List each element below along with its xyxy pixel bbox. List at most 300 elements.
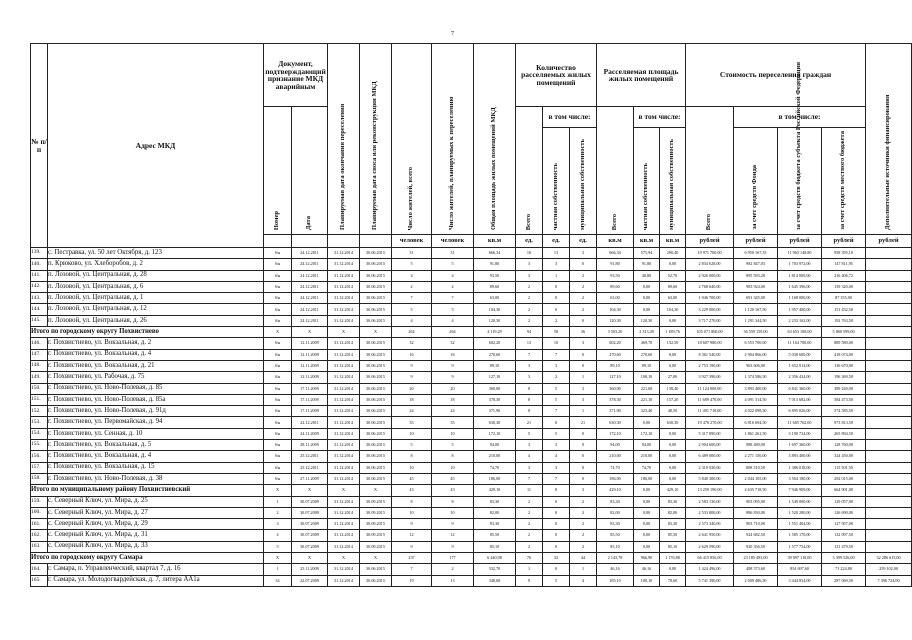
cell-c: 5 — [516, 428, 543, 439]
cell-ap: 94,00 — [634, 440, 660, 451]
cell-area: 186,00 — [474, 473, 516, 484]
table-row — [31, 473, 912, 484]
cell-sr: 3 893 400,00 — [778, 451, 822, 462]
cell-sd — [866, 428, 912, 439]
cell-s: 5 840 300,00 — [686, 473, 734, 484]
cell-doc: б/н — [264, 406, 292, 417]
cell-sd — [866, 248, 912, 259]
cell-s: 2 768 640,00 — [686, 281, 734, 292]
cell-date: X — [292, 485, 328, 496]
cell-cm: 36 — [570, 327, 597, 338]
cell-date: X — [292, 327, 328, 338]
cell-c: 2 — [516, 496, 543, 507]
cost-group-header: Стоимость переселения граждан — [686, 44, 866, 107]
cell-sd — [866, 406, 912, 417]
cell-plan: 4 — [432, 315, 474, 326]
cell-demo: 30.06.2015 — [360, 575, 392, 586]
cell-ap: 270,60 — [634, 349, 660, 360]
cell-date: 12.11.2009 — [292, 360, 328, 371]
cell-sr: 1 551 404,00 — [778, 519, 822, 530]
col-additional-header: Дополнительные источники финансирования — [866, 44, 912, 235]
cell-date: 12.11.2009 — [292, 372, 328, 383]
table-row — [31, 248, 912, 259]
cell-sf: 4 022 098,50 — [734, 406, 778, 417]
cell-s: 5 741 390,00 — [686, 575, 734, 586]
cell-res: 19 — [392, 575, 432, 586]
cell-a: 360,00 — [597, 383, 634, 394]
cell-res: 7 — [392, 293, 432, 304]
unit-cell: человек — [392, 235, 432, 248]
col-planned-demolition-header: Планируемая дата сноса или реконструкции МКД — [360, 44, 392, 235]
cell-c: 21 — [516, 417, 543, 428]
cell-sl: 574 585,50 — [822, 406, 866, 417]
cell-doc: б/н — [264, 293, 292, 304]
cell-a: 83,30 — [597, 496, 634, 507]
cell-end: 31.12.2014 — [328, 564, 360, 575]
cell-sf: 6 553 700,00 — [734, 338, 778, 349]
cell-ap: 966,90 — [634, 553, 660, 564]
cell-c: 13 — [516, 338, 543, 349]
cell-s: 2 310 030,00 — [686, 462, 734, 473]
cell-s: 19 971 700,00 — [686, 248, 734, 259]
cell-ap: 0,00 — [634, 519, 660, 530]
cell-date: 17.11.2009 — [292, 394, 328, 405]
cell-area: 378,30 — [474, 394, 516, 405]
cell-sf: 886 830,00 — [734, 507, 778, 518]
cell-plan: 32 — [432, 338, 474, 349]
cell-area: 120,30 — [474, 315, 516, 326]
cell-c: 3 — [516, 270, 543, 281]
cell-cp: 3 — [543, 360, 570, 371]
cell-cm: 0 — [570, 473, 597, 484]
cell-sl: 139 320,00 — [822, 281, 866, 292]
cell-area: 332,70 — [474, 564, 516, 575]
cell-cp: 7 — [543, 473, 570, 484]
cell-end: 31.12.2014 — [328, 349, 360, 360]
cell-area: 666,34 — [474, 248, 516, 259]
cell-sd — [866, 327, 912, 338]
cell-res: 2 — [392, 281, 432, 292]
cell-c: 2 — [516, 304, 543, 315]
cell-s: 1 424 496,00 — [686, 564, 734, 575]
cell-end: 31.12.2014 — [328, 338, 360, 349]
cell-sl: 132 097,50 — [822, 530, 866, 541]
table-row — [31, 519, 912, 530]
table-row — [31, 496, 912, 507]
cell-sr: 1 520 280,00 — [778, 507, 822, 518]
cell-cm: 0 — [570, 451, 597, 462]
cell-plan: 10 — [432, 507, 474, 518]
cell-demo: 30.09.2015 — [360, 519, 392, 530]
cell-area: 104,30 — [474, 304, 516, 315]
row-number: 151. — [31, 394, 48, 405]
cell-end: X — [328, 553, 360, 564]
cell-am: 0,00 — [660, 349, 686, 360]
resettlement-table — [30, 43, 912, 587]
cell-am: 0,00 — [660, 315, 686, 326]
cell-cm: 1 — [570, 372, 597, 383]
cell-cp: 3 — [543, 259, 570, 270]
cell-plan: 20 — [432, 383, 474, 394]
col-num-header: № п/п — [31, 44, 48, 248]
cell-end: X — [328, 327, 360, 338]
cell-area: 4 119,29 — [474, 327, 516, 338]
table-row — [31, 451, 912, 462]
cell-sl: 136 670,00 — [822, 360, 866, 371]
cell-am: 85,50 — [660, 530, 686, 541]
cell-am: 89,60 — [660, 281, 686, 292]
cell-sd — [866, 417, 912, 428]
row-address: г. Похвистнево, ул. Ново-Полевая, д. 85 — [48, 383, 264, 394]
cell-doc: 4 — [264, 530, 292, 541]
cell-cm: 0 — [570, 259, 597, 270]
cell-demo: 30.09.2015 — [360, 530, 392, 541]
cell-sl: 3 399 526,00 — [822, 553, 866, 564]
cell-doc: б/н — [264, 372, 292, 383]
cell-sr: 11 164 700,00 — [778, 338, 822, 349]
cell-c: 3 — [516, 462, 543, 473]
cell-doc: б/н — [264, 428, 292, 439]
cell-sf: 36 559 159,00 — [734, 327, 778, 338]
cell-cm: 0 — [570, 428, 597, 439]
cell-res: 35 — [392, 417, 432, 428]
table-row — [31, 338, 912, 349]
cell-area: 82,00 — [474, 507, 516, 518]
cell-demo: 30.06.2015 — [360, 304, 392, 315]
cell-sd — [866, 451, 912, 462]
cell-cm: 3 — [570, 338, 597, 349]
cell-cp: 0 — [543, 417, 570, 428]
cell-ap: 91,80 — [634, 259, 660, 270]
table-row — [31, 462, 912, 473]
cell-sf: 23 185 493,00 — [734, 553, 778, 564]
cell-a: 93,50 — [597, 270, 634, 281]
area-group-header: Расселяемая площадь жилых помещений — [597, 44, 686, 107]
cell-sr: 39 997 110,00 — [778, 553, 822, 564]
cell-sf: 963 606,00 — [734, 360, 778, 371]
cell-a: 172,10 — [597, 428, 634, 439]
cell-cm: 0 — [570, 349, 597, 360]
cell-sr: 1 549 000,00 — [778, 496, 822, 507]
cell-end: 31.12.2014 — [328, 541, 360, 552]
cell-date: 30.07.2009 — [292, 519, 328, 530]
count-incl-header: в том числе: — [543, 107, 597, 128]
cell-ap: 120,30 — [634, 315, 660, 326]
row-address: с. Пестравка, ул. 50 лет Октября, д. 123 — [48, 248, 264, 259]
cell-doc: 1 — [264, 564, 292, 575]
cell-doc: б/н — [264, 462, 292, 473]
cell-date: 30.07.2009 — [292, 530, 328, 541]
cell-sr: 7 013 682,00 — [778, 394, 822, 405]
row-address: г. Похвистнево, ул. Вокзальная, д. 4 — [48, 451, 264, 462]
cell-end: 31.12.2014 — [328, 281, 360, 292]
cell-doc: 1 — [264, 496, 292, 507]
cell-am: 1 176,88 — [660, 553, 686, 564]
cell-am: 85,10 — [660, 541, 686, 552]
cell-cp: 1 — [543, 270, 570, 281]
table-row — [31, 383, 912, 394]
cell-a: 602,20 — [597, 338, 634, 349]
cell-area: 6 440,98 — [474, 553, 516, 564]
cell-am: 290,40 — [660, 248, 686, 259]
cell-plan: 5 — [432, 259, 474, 270]
col-planned-resettlement-header: Планируемая дата окончания переселения — [328, 44, 360, 235]
cell-am: 0,00 — [660, 259, 686, 270]
cell-ap: 0,00 — [634, 507, 660, 518]
table-row — [31, 315, 912, 326]
cell-cp: 3 — [543, 440, 570, 451]
cell-sd — [866, 440, 912, 451]
cell-sd — [866, 507, 912, 518]
cell-area: 602,20 — [474, 338, 516, 349]
cell-cm: 0 — [570, 440, 597, 451]
cell-s: 105 071 860,00 — [686, 327, 734, 338]
cell-sr: 1 814 000,00 — [778, 270, 822, 281]
cell-sd — [866, 541, 912, 552]
cell-c: 9 — [516, 575, 543, 586]
cell-s: 3 927 390,00 — [686, 372, 734, 383]
row-address: с. Северный Ключ, ул. Мира, д. 27 — [48, 507, 264, 518]
cell-area: 74,70 — [474, 462, 516, 473]
cell-sr: 2 233 162,00 — [778, 315, 822, 326]
cell-c: 76 — [516, 553, 543, 564]
cell-cp: 0 — [543, 530, 570, 541]
cell-sr: 7 946 909,00 — [778, 485, 822, 496]
cell-cm: 2 — [570, 507, 597, 518]
cell-doc: б/н — [264, 259, 292, 270]
cell-area: 210,00 — [474, 451, 516, 462]
table-row — [31, 575, 912, 586]
cell-a: 85,50 — [597, 530, 634, 541]
cell-res: 10 — [392, 428, 432, 439]
cell-cp: 0 — [543, 564, 570, 575]
cell-sf: 3 893 400,00 — [734, 383, 778, 394]
cell-ap: 210,00 — [634, 451, 660, 462]
cell-sf: 988 480,00 — [734, 440, 778, 451]
table-row — [31, 417, 912, 428]
cell-doc: б/н — [264, 270, 292, 281]
cell-cm: 44 — [570, 553, 597, 564]
cell-s: 66 415 856,00 — [686, 553, 734, 564]
row-address: г. Похвистнево, ул. Вокзальная, д. 21 — [48, 360, 264, 371]
cell-sf: 1 374 586,50 — [734, 372, 778, 383]
cell-cm: 1 — [570, 406, 597, 417]
cell-cp: 0 — [543, 519, 570, 530]
cell-c: 2 — [516, 530, 543, 541]
cell-doc: б/н — [264, 304, 292, 315]
cell-cm: 1 — [570, 564, 597, 575]
cell-s: 1 946 700,00 — [686, 293, 734, 304]
cell-c: 8 — [516, 383, 543, 394]
cell-plan: 45 — [432, 473, 474, 484]
cell-am: 630,30 — [660, 417, 686, 428]
col-count-municipal-header: муниципальная собственность — [570, 128, 597, 235]
cell-cm: 2 — [570, 541, 597, 552]
col-cost-local-header: за счет средств местного бюджета — [822, 128, 866, 235]
cell-am: 52,70 — [660, 270, 686, 281]
cell-area: 127,10 — [474, 372, 516, 383]
cell-am: 48,50 — [660, 406, 686, 417]
cell-sf: 982 847,03 — [734, 259, 778, 270]
cell-doc: б/н — [264, 440, 292, 451]
cell-end: 31.12.2014 — [328, 440, 360, 451]
col-document-header: Документ, подтверждающий признание МКД аварийным — [264, 44, 328, 107]
cell-res: 5 — [392, 440, 432, 451]
cell-am: 83,30 — [660, 519, 686, 530]
cell-res: 24 — [392, 406, 432, 417]
cell-ap: 0,00 — [634, 281, 660, 292]
cell-s: 2 573 340,00 — [686, 519, 734, 530]
cell-sf: 983 924,00 — [734, 281, 778, 292]
cell-demo: 30.06.2015 — [360, 270, 392, 281]
cell-s: 18 607 980,00 — [686, 338, 734, 349]
cell-end: X — [328, 485, 360, 496]
cell-sl: 87 355,00 — [822, 293, 866, 304]
cell-s: 8 361 540,00 — [686, 349, 734, 360]
cell-demo: 30.06.2015 — [360, 564, 392, 575]
cell-cp: 13 — [543, 248, 570, 259]
cell-doc: X — [264, 327, 292, 338]
row-number: 157. — [31, 462, 48, 473]
cell-end: 31.12.2014 — [328, 406, 360, 417]
cell-sl: 196 369,50 — [822, 372, 866, 383]
cell-date: 17.11.2009 — [292, 406, 328, 417]
cell-doc: б/н — [264, 281, 292, 292]
table-row — [31, 259, 912, 270]
cell-area: 89,10 — [474, 360, 516, 371]
cell-am: 132,50 — [660, 338, 686, 349]
cell-doc: б/н — [264, 248, 292, 259]
cell-cp: 0 — [543, 304, 570, 315]
cell-area: 85,50 — [474, 530, 516, 541]
cell-demo: X — [360, 485, 392, 496]
cell-am: 0,00 — [660, 428, 686, 439]
cell-doc: б/н — [264, 315, 292, 326]
cell-end: 31.12.2014 — [328, 383, 360, 394]
area-incl-header: в том числе: — [634, 107, 686, 128]
cell-sr: 1 645 396,00 — [778, 281, 822, 292]
cell-sd — [866, 349, 912, 360]
cell-area: 93,50 — [474, 270, 516, 281]
cell-ap: 221,10 — [634, 394, 660, 405]
cell-cm: 3 — [570, 394, 597, 405]
cell-a: 127,10 — [597, 372, 634, 383]
cell-cm: 2 — [570, 519, 597, 530]
unit-cell: кв.м — [474, 235, 516, 248]
cell-sd — [866, 304, 912, 315]
cell-sf: 903 095,00 — [734, 496, 778, 507]
cell-res: 20 — [392, 383, 432, 394]
cell-a: 2 143,78 — [597, 553, 634, 564]
cell-am: 138,40 — [660, 383, 686, 394]
cell-cp: 7 — [543, 349, 570, 360]
cell-ap: 2 313,49 — [634, 327, 660, 338]
cell-cp: 5 — [543, 383, 570, 394]
cell-sr: 3 190 734,00 — [778, 428, 822, 439]
cell-a: 74,70 — [597, 462, 634, 473]
table-row — [31, 507, 912, 518]
cell-cm: 2 — [570, 270, 597, 281]
row-address: г. Похвистнево, ул. Вокзальная, д. 5 — [48, 440, 264, 451]
table-row — [31, 281, 912, 292]
cell-cm: 0 — [570, 360, 597, 371]
cell-s: 2 533 800,00 — [686, 507, 734, 518]
cell-cp: 58 — [543, 327, 570, 338]
cell-cp: 0 — [543, 496, 570, 507]
cell-s: 2 583 130,00 — [686, 496, 734, 507]
cell-cp: 0 — [543, 507, 570, 518]
cell-a: 210,00 — [597, 451, 634, 462]
table-row — [31, 564, 912, 575]
col-area-total-header: Общая площадь жилых помещений МКД — [474, 44, 516, 235]
cell-cm: 2 — [570, 496, 597, 507]
cell-demo: 30.06.2015 — [360, 428, 392, 439]
cell-sd — [866, 270, 912, 281]
cell-cp: 4 — [543, 451, 570, 462]
cell-sl: 216 406,72 — [822, 270, 866, 281]
cell-sd — [866, 281, 912, 292]
cell-sd — [866, 519, 912, 530]
cell-sr: 5 038 600,00 — [778, 349, 822, 360]
cell-sd — [866, 372, 912, 383]
cell-ap: 0,00 — [634, 496, 660, 507]
cell-cm: 2 — [570, 293, 597, 304]
cell-date: 22.12.2011 — [292, 417, 328, 428]
row-number: 146. — [31, 338, 48, 349]
cell-s: 3 229 000,00 — [686, 304, 734, 315]
col-doc-date-header: Дата — [292, 107, 328, 235]
cell-date: 22.07.2009 — [292, 575, 328, 586]
cell-sd — [866, 360, 912, 371]
cell-demo: 30.06.2015 — [360, 293, 392, 304]
cell-end: 31.12.2014 — [328, 270, 360, 281]
cell-sr: 6 841 360,00 — [778, 383, 822, 394]
cell-sf: 2 044 105,00 — [734, 473, 778, 484]
cell-ap: 0,00 — [634, 530, 660, 541]
cell-doc: б/н — [264, 394, 292, 405]
cell-plan: 8 — [432, 496, 474, 507]
cell-res: 10 — [392, 507, 432, 518]
cell-sf: 2 271 150,00 — [734, 451, 778, 462]
unit-cell: ед. — [516, 235, 543, 248]
cell-date: X — [292, 553, 328, 564]
col-area-private-header: частная собственность — [634, 128, 660, 235]
cell-s: 5 317 890,00 — [686, 428, 734, 439]
cell-cp: 0 — [543, 281, 570, 292]
cell-sl: 5 860 599,00 — [822, 327, 866, 338]
cell-area: 270,60 — [474, 349, 516, 360]
row-address: с. Северный Ключ, ул. Мира, д. 33 — [48, 541, 264, 552]
cell-c: 2 — [516, 519, 543, 530]
col-doc-number-header: Номер — [264, 107, 292, 235]
cell-sd — [866, 462, 912, 473]
cell-date: 25.12.2011 — [292, 462, 328, 473]
cell-area: 85,10 — [474, 541, 516, 552]
cell-sl: 128 760,00 — [822, 440, 866, 451]
cell-sr: 1 585 170,00 — [778, 530, 822, 541]
cell-sf: 2 904 866,00 — [734, 349, 778, 360]
cell-a: 429,10 — [597, 485, 634, 496]
cell-cm: 21 — [570, 417, 597, 428]
cell-sf: 4 635 718,50 — [734, 485, 778, 496]
cell-end: 31.12.2014 — [328, 372, 360, 383]
cell-sl: 151 432,50 — [822, 304, 866, 315]
col-residents-planned-header: Число жителей, планируемых к переселению — [432, 44, 474, 235]
cell-a: 270,60 — [597, 349, 634, 360]
cell-res: 9 — [392, 372, 432, 383]
cell-end: 31.12.2014 — [328, 451, 360, 462]
total-row — [31, 327, 912, 338]
